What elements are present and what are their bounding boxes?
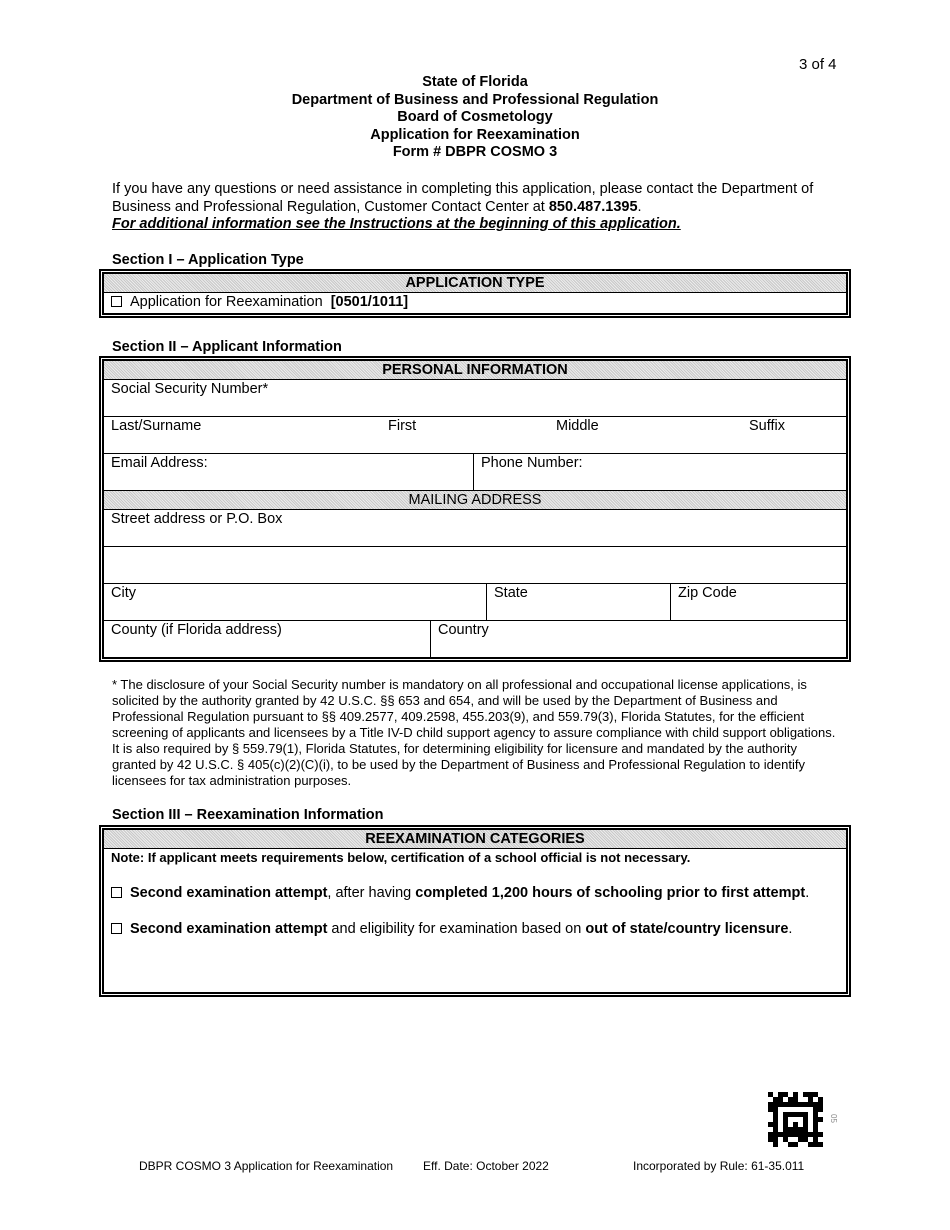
reexamination-checkbox[interactable] [111, 296, 122, 307]
header-board: Board of Cosmetology [397, 109, 553, 125]
instructions-note: For additional information see the Instructions at the beginning of this application. [112, 216, 681, 232]
page-number: 3 of 4 [799, 56, 837, 73]
suffix-field[interactable]: Suffix [749, 418, 786, 434]
section3-heading: Section III – Reexamination Information [112, 807, 384, 823]
categories-note: Note: If applicant meets requirements below, certification of a school official is not necessary. [111, 850, 691, 865]
qr-code-number: 05 [829, 1114, 838, 1123]
footer-effective-date: Eff. Date: October 2022 [423, 1159, 549, 1173]
mailing-address-title: MAILING ADDRESS [104, 491, 846, 510]
ssn-disclosure: * The disclosure of your Social Security number is mandatory on all professional and occupational license applications, is solicited by the authority granted by 42 U.S.C. §§ 653 and 654, and will be used by the Department of Business and Professional Regulation pursuant to §§ 409.2577, 409.2598, 455.203(9), and 559.79(3), Florida Statutes, for the efficient screening of applicants and licensees by a Title IV-D child support agency to assure compliance with child support obligations. It is also required by § 559.79(1), Florida Statutes, for determining eligibility for licensure and mandated by the authority granted by 42 U.S.C. § 405(c)(2)(C)(i), to be used by the Department of Business and Professional Regulation to identify licensees for tax administration purposes. [112, 677, 836, 788]
header-application: Application for Reexamination [370, 126, 580, 143]
section1-heading: Section I – Application Type [112, 252, 304, 268]
form-header [0, 74, 950, 162]
street-address-field[interactable]: Street address or P.O. Box [111, 511, 283, 527]
category-option-schooling: Second examination attempt, after having completed 1,200 hours of schooling prior to first attempt. [104, 884, 846, 902]
header-form-number: Form # DBPR COSMO 3 [392, 144, 558, 160]
zip-code-field[interactable]: Zip Code [670, 584, 846, 620]
application-option-label: Application for Reexamination [130, 294, 323, 310]
phone-field[interactable]: Phone Number: [473, 454, 846, 490]
header-department: Department of Business and Professional Regulation [291, 91, 659, 108]
state-field[interactable]: State [486, 584, 669, 620]
middle-name-field[interactable]: Middle [556, 418, 599, 434]
city-field[interactable]: City [111, 585, 136, 601]
intro-text: If you have any questions or need assistance in completing this application, please contact the Department of Business and Professional Regulation, Customer Contact Center at [112, 181, 814, 215]
qr-code-icon [768, 1092, 823, 1147]
applicant-information-table [100, 357, 850, 661]
personal-information-title: PERSONAL INFORMATION [104, 361, 846, 380]
category-option-licensure: Second examination attempt and eligibility for examination based on out of state/country licensure. [104, 920, 846, 938]
footer-rule: Incorporated by Rule: 61-35.011 [633, 1159, 805, 1173]
county-field[interactable]: County (if Florida address) [111, 622, 282, 638]
header-state: State of Florida [422, 74, 528, 90]
first-name-field[interactable]: First [388, 418, 417, 434]
country-field[interactable]: Country [430, 621, 846, 657]
reexamination-categories-table [100, 826, 850, 996]
footer-form-name: DBPR COSMO 3 Application for Reexamination [139, 1159, 394, 1173]
licensure-checkbox[interactable] [111, 923, 122, 934]
application-option-code: [0501/1011] [330, 294, 409, 310]
intro-paragraph: If you have any questions or need assistance in completing this application, please contact the Department of Business and Professional Regulation, Customer Contact Center at 850.487.1395. For additional information see the Instructions at the beginning of this application. [112, 181, 814, 232]
email-field[interactable]: Email Address: [111, 455, 208, 471]
section2-heading: Section II – Applicant Information [112, 339, 342, 355]
street-address-line2-field[interactable] [104, 547, 846, 583]
name-row [104, 417, 846, 454]
ssn-field[interactable]: Social Security Number* [111, 381, 269, 397]
application-type-table [100, 270, 850, 317]
last-name-field[interactable]: Last/Surname [111, 418, 202, 434]
application-type-title: APPLICATION TYPE [104, 274, 846, 293]
reexamination-categories-title: REEXAMINATION CATEGORIES [104, 830, 846, 849]
schooling-checkbox[interactable] [111, 887, 122, 898]
contact-phone: 850.487.1395 [548, 198, 638, 215]
